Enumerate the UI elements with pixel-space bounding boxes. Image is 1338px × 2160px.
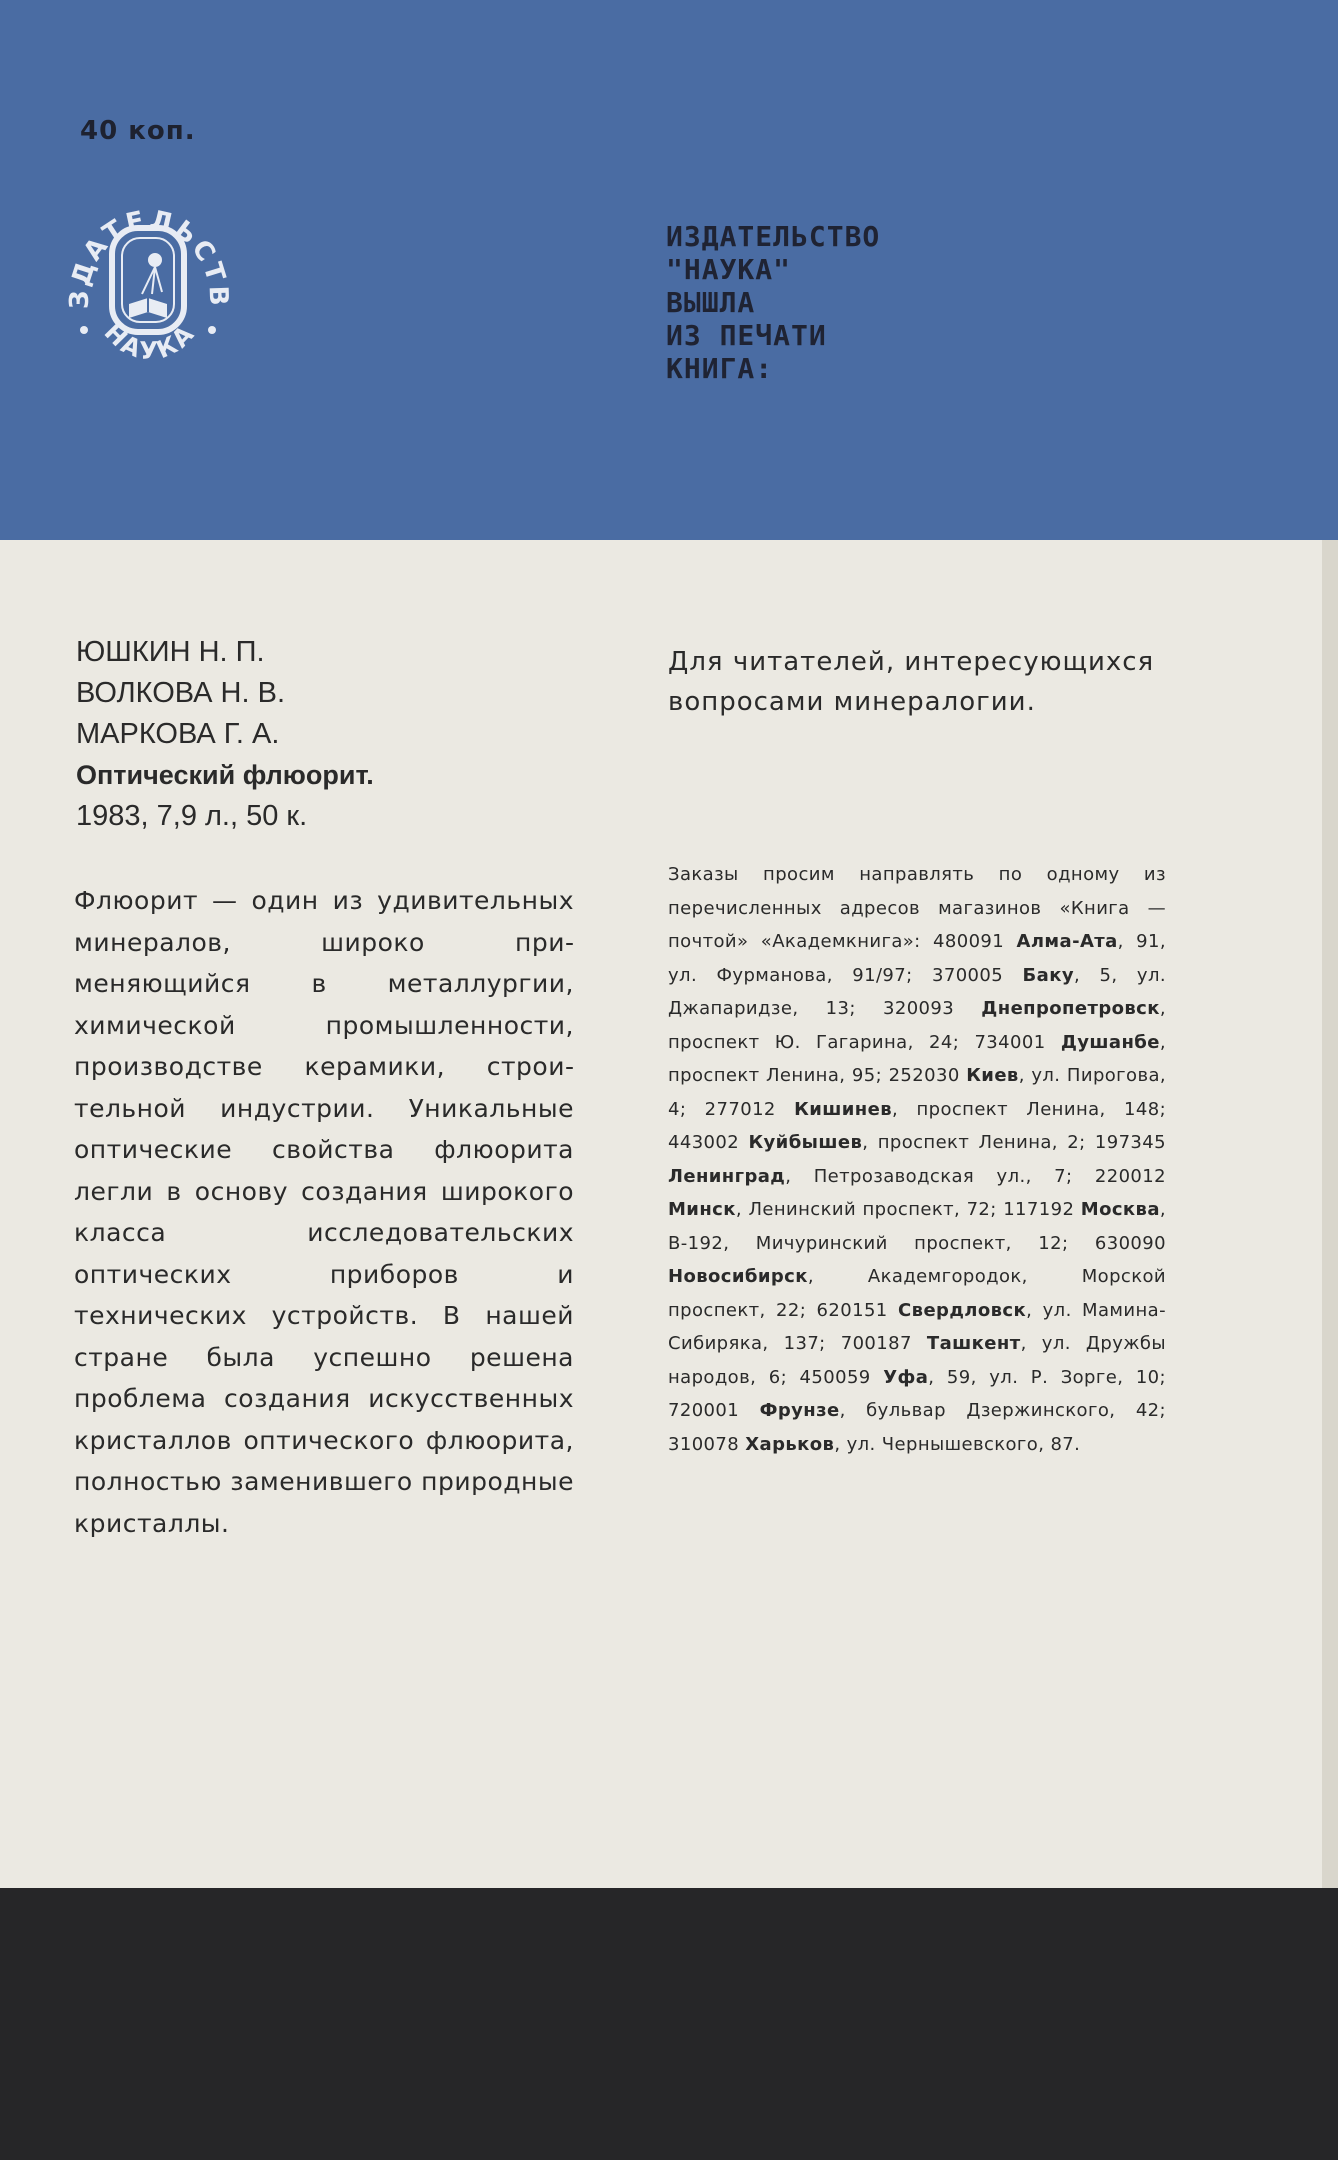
announcement bbox=[666, 220, 1026, 385]
svg-text:ИЗДАТЕЛЬСТВО bbox=[62, 172, 233, 309]
city-name: Кишинев bbox=[794, 1098, 892, 1120]
author-name: ЮШКИН Н. П. bbox=[76, 636, 265, 668]
city-name: Душанбе bbox=[1060, 1031, 1160, 1053]
city-name: Баку bbox=[1022, 964, 1074, 986]
order-address: 370005 Баку, 5, ул. Джапаридзе, 13; bbox=[668, 964, 1166, 1019]
svg-text:НАУКА bbox=[99, 318, 202, 365]
street-address: Петрозаводская ул., 7 bbox=[813, 1165, 1066, 1187]
order-address: 252030 Киев, ул. Пирогова, 4; bbox=[668, 1065, 1167, 1120]
orders-intro: Заказы просим направлять по одному из перечисленных адресов магазинов «Книга — почтой» «Академкнига»: bbox=[668, 864, 1166, 952]
street-address: проспект Ю. Гагарина, 24 bbox=[668, 1031, 953, 1053]
postal-code: 443002 bbox=[668, 1132, 740, 1153]
street-address: 5, ул. Джапаридзе, 13 bbox=[668, 964, 1166, 1019]
order-addresses bbox=[668, 858, 1166, 1461]
target-readers: Для читателей, интересующихся вопросами минералогии. bbox=[668, 647, 1155, 717]
postal-code: 252030 bbox=[888, 1065, 960, 1086]
street-address: бульвар Дзержинского, 42 bbox=[866, 1400, 1160, 1421]
street-address: В-192, Мичуринский проспект, 12 bbox=[668, 1232, 1062, 1254]
announcement-line: ИЗДАТЕЛЬСТВО bbox=[666, 220, 881, 253]
order-address: 320093 Днепропетровск, проспект Ю. Гагарина, 24; bbox=[668, 998, 1166, 1053]
order-address: 620151 Свердловск, ул. Мамина-Сибиряка, 137; bbox=[668, 1299, 1166, 1354]
postal-code: 197345 bbox=[1094, 1132, 1166, 1153]
publisher-seal-icon bbox=[62, 172, 234, 392]
city-name: Ленинград bbox=[668, 1165, 786, 1187]
author-name: МАРКОВА Г. А. bbox=[76, 718, 280, 750]
postal-code: 310078 bbox=[668, 1433, 740, 1455]
city-name: Киев bbox=[966, 1065, 1019, 1086]
postal-code: 480091 bbox=[933, 931, 1005, 952]
postal-code: 220012 bbox=[1094, 1165, 1166, 1187]
order-address: 117192 Москва, В-192, Мичуринский проспект, 12; bbox=[668, 1199, 1167, 1254]
city-name: Новосибирск bbox=[668, 1266, 808, 1287]
street-address: проспект Ленина, 148 bbox=[916, 1098, 1160, 1120]
seal-ring-top: ЗДАТЕЛЬСТВ bbox=[64, 204, 234, 310]
cover-edge bbox=[1322, 540, 1338, 1888]
city-name: Куйбышев bbox=[748, 1132, 863, 1153]
city-name: Свердловск bbox=[898, 1299, 1027, 1321]
order-address: 220012 Минск, Ленинский проспект, 72; bbox=[668, 1165, 1166, 1220]
book-title: Оптический флюорит. bbox=[76, 760, 374, 790]
order-address: 720001 Фрунзе, бульвар Дзержинского, 42; bbox=[668, 1400, 1166, 1421]
street-address: проспект Ленина, 95 bbox=[668, 1065, 876, 1086]
order-address: 450059 Уфа, 59, ул. Р. Зорге, 10; bbox=[799, 1366, 1166, 1388]
city-name: Фрунзе bbox=[759, 1400, 840, 1421]
postal-code: 450059 bbox=[799, 1366, 871, 1388]
city-name: Днепропетровск bbox=[981, 998, 1160, 1019]
street-address: ул. Пирогова, 4 bbox=[668, 1065, 1167, 1120]
city-name: Харьков bbox=[745, 1433, 835, 1455]
city-name: Уфа bbox=[883, 1366, 929, 1388]
announcement-line: ВЫШЛА bbox=[666, 286, 756, 319]
postal-code: 277012 bbox=[704, 1098, 776, 1120]
order-address: 443002 Куйбышев, проспект Ленина, 2; bbox=[668, 1132, 1095, 1153]
city-name: Алма-Ата bbox=[1016, 931, 1118, 952]
bottom-color-band bbox=[0, 1888, 1338, 2160]
postal-code: 630090 bbox=[1094, 1232, 1166, 1254]
seal-ring-bottom: НАУКА bbox=[98, 318, 202, 365]
postal-code: 720001 bbox=[668, 1400, 740, 1421]
announcement-line: "НАУКА" bbox=[666, 253, 792, 286]
postal-code: 734001 bbox=[974, 1031, 1046, 1053]
city-name: Москва bbox=[1080, 1199, 1160, 1220]
city-name: Минск bbox=[668, 1199, 736, 1220]
announcement-line: ИЗ ПЕЧАТИ bbox=[666, 319, 827, 352]
street-address: Ленинский проспект, 72 bbox=[748, 1199, 991, 1220]
book-annotation: Флюорит — один из удивительных минералов, широко применяющийся в металлургии, химической промышленности, производстве керамики, строительной индустрии. Уникальные оптические свойства флюорита легли в основу создания широкого класса исследовательских оптических приборов и технических устройств. В нашей стране была успешно решена проблема создания искусственных кристаллов оптического флюорита, полностью заменившего природные кристаллы. bbox=[74, 886, 574, 1538]
city-name: Ташкент bbox=[926, 1333, 1021, 1354]
book-imprint: 1983, 7,9 л., 50 к. bbox=[76, 800, 308, 832]
street-address: ул. Чернышевского, 87 bbox=[846, 1433, 1075, 1455]
postal-code: 700187 bbox=[840, 1333, 912, 1354]
postal-code: 117192 bbox=[1003, 1199, 1075, 1220]
order-address: 197345 Ленинград, Петрозаводская ул., 7; bbox=[668, 1132, 1166, 1187]
order-address: 734001 Душанбе, проспект Ленина, 95; bbox=[668, 1031, 1166, 1086]
order-address: 480091 Алма-Ата, 91, ул. Фурманова, 91/97; bbox=[668, 931, 1166, 986]
street-address: ул. Дружбы народов, 6 bbox=[668, 1333, 1166, 1388]
order-address: 700187 Ташкент, ул. Дружбы народов, 6; bbox=[668, 1333, 1166, 1388]
order-address: 630090 Новосибирск, Академгородок, Морской проспект, 22; bbox=[668, 1232, 1167, 1321]
street-address: проспект Ленина, 2 bbox=[877, 1132, 1080, 1153]
postal-code: 370005 bbox=[932, 964, 1004, 986]
book-entry bbox=[76, 632, 636, 837]
order-address: 277012 Кишинев, проспект Ленина, 148; bbox=[704, 1098, 1167, 1120]
announcement-line: КНИГА: bbox=[666, 352, 774, 385]
street-address: Академгородок, Морской проспект, 22 bbox=[668, 1266, 1167, 1321]
price-label: 40 коп. bbox=[80, 116, 196, 146]
street-address: 91, ул. Фурманова, 91/97 bbox=[668, 931, 1166, 986]
postal-code: 320093 bbox=[882, 998, 955, 1019]
street-address: 59, ул. Р. Зорге, 10 bbox=[946, 1366, 1160, 1388]
street-address: ул. Мамина-Сибиряка, 137 bbox=[668, 1299, 1166, 1354]
order-address: 310078 Харьков, ул. Чернышевского, 87. bbox=[668, 1433, 1081, 1455]
postal-code: 620151 bbox=[816, 1299, 888, 1321]
author-name: ВОЛКОВА Н. В. bbox=[76, 677, 286, 709]
